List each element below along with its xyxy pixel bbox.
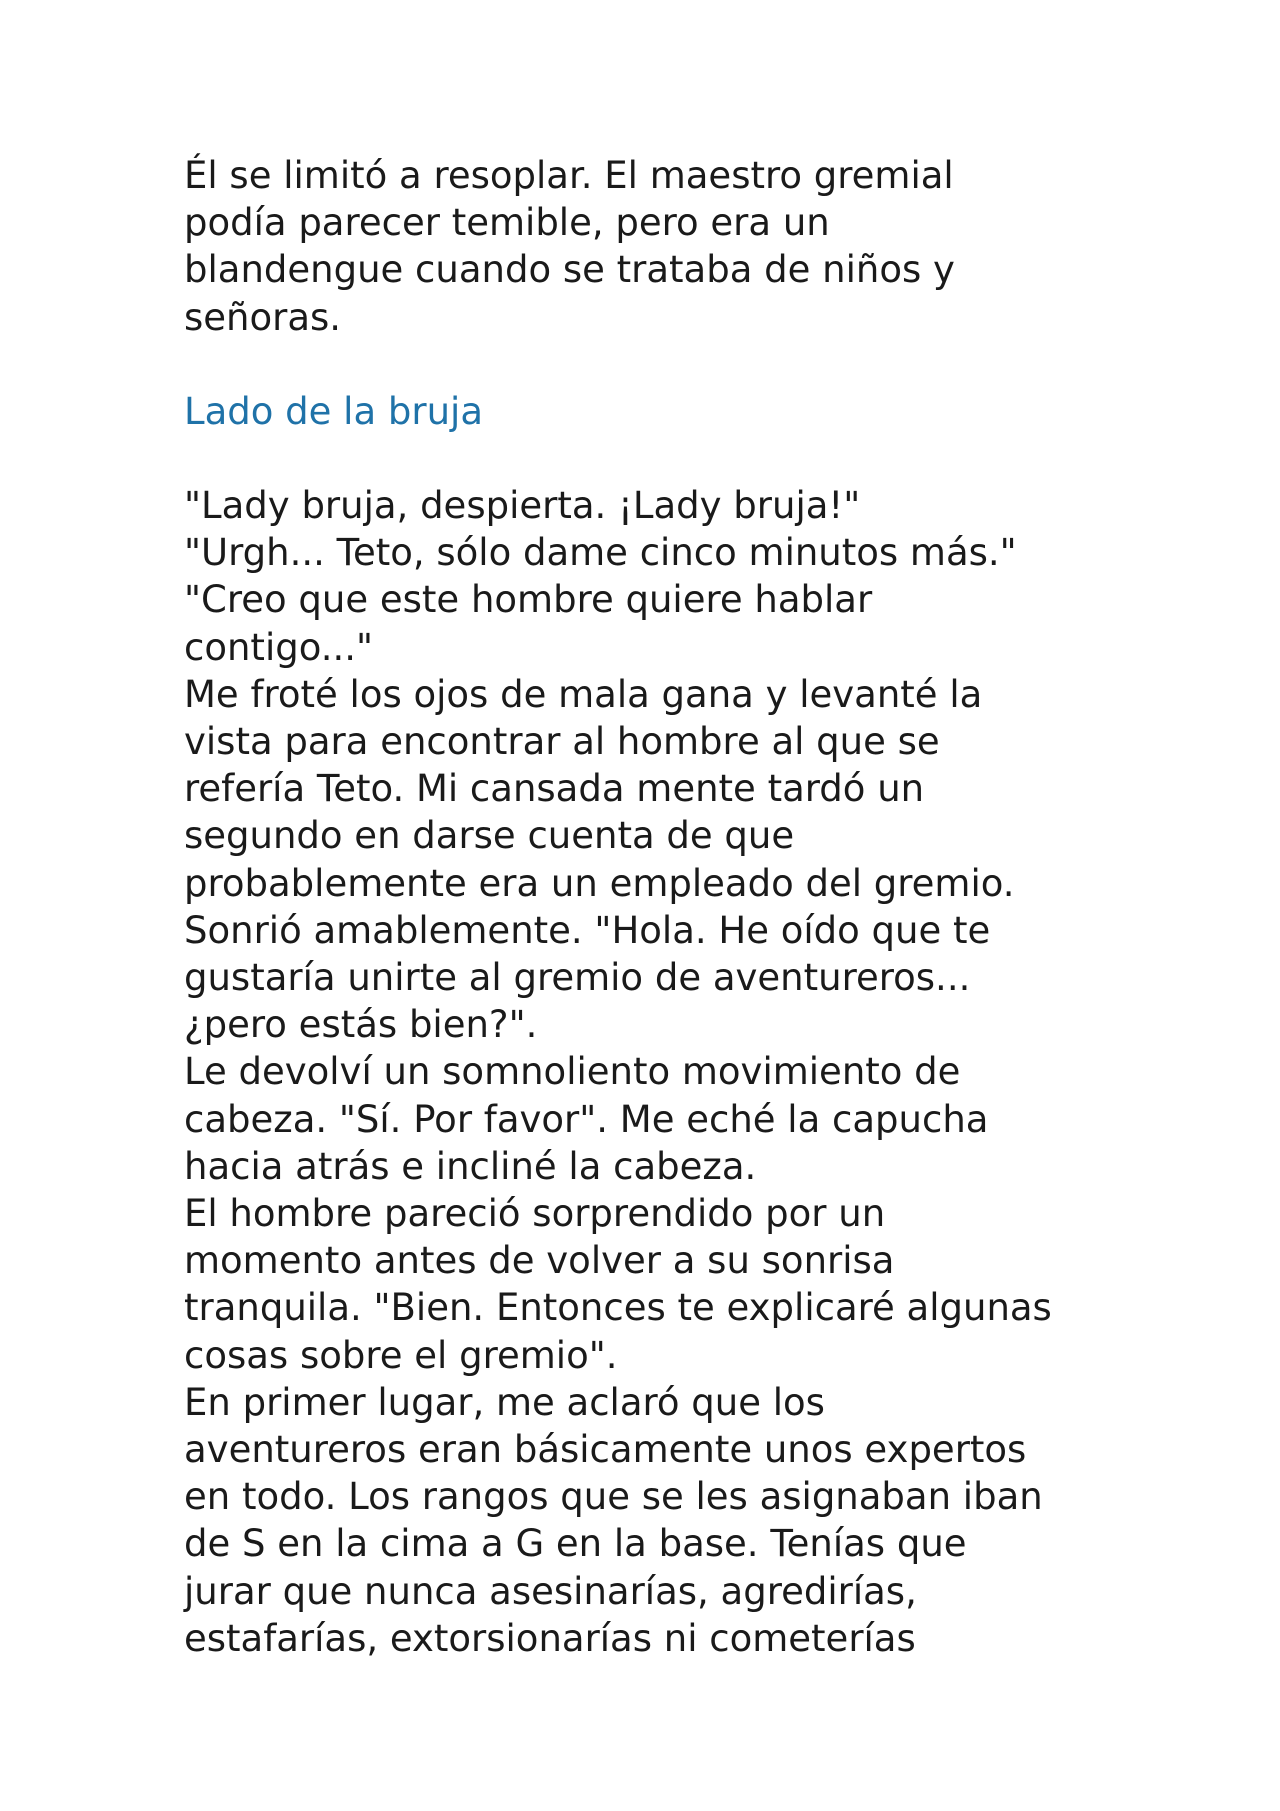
- text-line: segundo en darse cuenta de que: [184, 814, 795, 858]
- text-line: refería Teto. Mi cansada mente tardó un: [184, 767, 925, 811]
- paragraph-gap: [184, 435, 1124, 482]
- text-line: "Lady bruja, despierta. ¡Lady bruja!": [184, 484, 861, 528]
- text-line: aventureros eran básicamente unos expertos: [184, 1428, 1027, 1472]
- text-line: vista para encontrar al hombre al que se: [184, 720, 940, 764]
- text-line: "Creo que este hombre quiere hablar: [184, 578, 873, 622]
- text-line: jurar que nunca asesinarías, agredirías,: [184, 1569, 917, 1613]
- text-line: hacia atrás e incliné la cabeza.: [184, 1144, 757, 1188]
- body-text: [184, 482, 1124, 1662]
- text-line: En primer lugar, me aclaró que los: [184, 1380, 825, 1424]
- text-line: de S en la cima a G en la base. Tenías que: [184, 1522, 967, 1566]
- section-heading: Lado de la bruja: [184, 389, 483, 433]
- text-line: Le devolví un somnoliento movimiento de: [184, 1050, 961, 1094]
- paragraph-gap: [184, 341, 1124, 388]
- text-line: señoras.: [184, 295, 342, 339]
- text-line: El hombre pareció sorprendido por un: [184, 1192, 886, 1236]
- text-line: gustaría unirte al gremio de aventureros...: [184, 956, 971, 1000]
- document-page: [184, 152, 1124, 1662]
- text-line: Me froté los ojos de mala gana y levanté la: [184, 672, 983, 716]
- text-line: podía parecer temible, pero era un: [184, 201, 830, 245]
- text-line: momento antes de volver a su sonrisa: [184, 1239, 895, 1283]
- text-line: tranquila. "Bien. Entonces te explicaré algunas: [184, 1286, 1052, 1330]
- text-line: ¿pero estás bien?".: [184, 1003, 538, 1047]
- intro-paragraph: [184, 152, 1124, 341]
- text-line: blandengue cuando se trataba de niños y: [184, 248, 955, 292]
- text-line: Sonrió amablemente. "Hola. He oído que te: [184, 908, 991, 952]
- text-line: contigo...": [184, 625, 373, 669]
- text-line: cosas sobre el gremio".: [184, 1333, 618, 1377]
- text-line: cabeza. "Sí. Por favor". Me eché la capucha: [184, 1097, 989, 1141]
- text-line: "Urgh... Teto, sólo dame cinco minutos más.": [184, 531, 1017, 575]
- text-line: en todo. Los rangos que se les asignaban iban: [184, 1475, 1043, 1519]
- text-line: estafarías, extorsionarías ni cometerías: [184, 1616, 916, 1660]
- text-line: Él se limitó a resoplar. El maestro gremial: [184, 154, 954, 197]
- text-line: probablemente era un empleado del gremio.: [184, 861, 1015, 905]
